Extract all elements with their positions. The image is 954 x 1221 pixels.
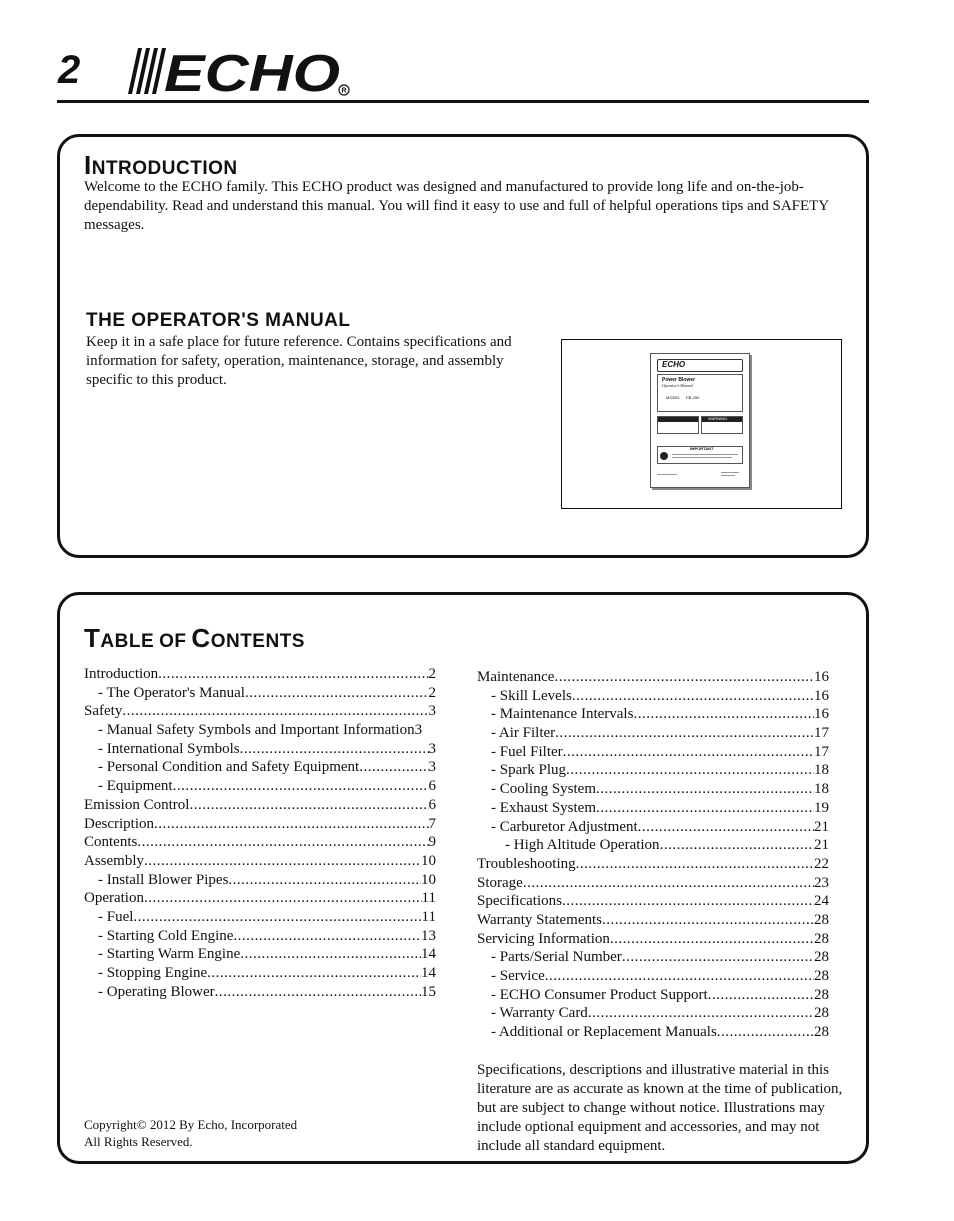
disclaimer-note: Specifications, descriptions and illustrative material in this literature are as accurate as known at the time of publication, but are subject to change without notice. Illustrations may include optional equipment and accessories, and may not include all standard equipment. bbox=[477, 1062, 843, 1154]
toc-entry-label: - Parts/Serial Number bbox=[491, 949, 622, 966]
toc-leader-dots bbox=[144, 853, 421, 870]
introduction-text: Welcome to the ECHO family. This ECHO product was designed and manufactured to provide long life and on-the-job-dependability. Read and understand this manual. You will find it easy to use and full of helpful operations tips and SAFETY messages. bbox=[84, 179, 829, 233]
toc-leader-dots bbox=[207, 965, 421, 982]
toc-entry-page: 13 bbox=[421, 927, 436, 944]
toc-leader-dots bbox=[523, 875, 814, 892]
echo-logo bbox=[120, 44, 352, 96]
toc-leader-dots bbox=[588, 1005, 814, 1022]
toc-entry-label: - Exhaust System bbox=[491, 799, 596, 816]
toc-leader-dots bbox=[359, 759, 428, 776]
toc-entry[interactable] bbox=[84, 946, 436, 965]
toc-entry-page: 7 bbox=[428, 815, 436, 832]
manual-cover-important: IMPORTANT bbox=[690, 446, 714, 451]
toc-entry-page: 22 bbox=[814, 855, 829, 872]
toc-leader-dots bbox=[633, 706, 814, 723]
toc-leader-dots bbox=[545, 968, 814, 985]
toc-entry-label: Warranty Statements bbox=[477, 911, 603, 928]
toc-entry-label: Description bbox=[84, 815, 154, 832]
toc-entry-label: - Starting Cold Engine bbox=[98, 927, 234, 944]
copyright-notice bbox=[84, 1116, 297, 1150]
toc-entry-page: 21 bbox=[814, 837, 829, 854]
echo-logo-text: ECHO bbox=[164, 45, 340, 96]
toc-entry[interactable] bbox=[84, 909, 436, 928]
toc-leader-dots bbox=[563, 744, 814, 761]
toc-leader-dots bbox=[240, 946, 421, 963]
toc-entry-label: Assembly bbox=[84, 852, 144, 869]
toc-entry-label: - Skill Levels bbox=[491, 687, 572, 704]
toc-leader-dots bbox=[173, 778, 429, 795]
toc-entry-label: - Stopping Engine bbox=[98, 965, 208, 981]
toc-entry-label: Operation bbox=[84, 890, 144, 907]
toc-entry-label: - Cooling System bbox=[491, 781, 597, 798]
toc-leader-dots bbox=[566, 762, 814, 779]
toc-entry-label: Contents bbox=[84, 834, 138, 851]
toc-entry[interactable] bbox=[84, 778, 436, 797]
manual-cover-warning: WARNING bbox=[708, 416, 728, 421]
toc-entry[interactable] bbox=[477, 987, 829, 1006]
manual-cover-model-value: PB-250 bbox=[686, 395, 700, 400]
toc-entry[interactable] bbox=[84, 759, 436, 778]
toc-entry-page: 3 bbox=[428, 740, 436, 757]
copyright-line-2: All Rights Reserved. bbox=[84, 1134, 193, 1149]
toc-entry-page: 18 bbox=[814, 762, 829, 779]
toc-entry[interactable] bbox=[477, 968, 829, 987]
toc-left-column bbox=[84, 666, 436, 1002]
toc-entry-page: 17 bbox=[814, 743, 829, 760]
toc-entry[interactable] bbox=[477, 688, 829, 707]
toc-leader-dots bbox=[610, 931, 814, 948]
toc-entry-label: - Starting Warm Engine bbox=[98, 946, 241, 963]
toc-entry-page: 16 bbox=[814, 706, 829, 723]
toc-entry[interactable] bbox=[477, 725, 829, 744]
toc-entry-label: - Carburetor Adjustment bbox=[491, 818, 638, 835]
toc-leader-dots bbox=[555, 725, 814, 742]
toc-entry-page: 16 bbox=[814, 669, 829, 685]
toc-entry[interactable] bbox=[477, 669, 829, 688]
toc-entry-label: Troubleshooting bbox=[477, 855, 576, 872]
toc-entry[interactable] bbox=[84, 685, 436, 704]
toc-entry[interactable] bbox=[84, 872, 436, 891]
toc-entry-page: 3 bbox=[414, 722, 423, 739]
copyright-line-1: Copyright© 2012 By Echo, Incorporated bbox=[84, 1117, 298, 1132]
toc-entry-page: 14 bbox=[421, 946, 436, 963]
toc-entry[interactable] bbox=[84, 816, 436, 835]
toc-entry-label: Servicing Information bbox=[477, 930, 610, 947]
toc-leader-dots bbox=[133, 909, 421, 926]
toc-entry-page: 14 bbox=[421, 965, 436, 981]
toc-entry[interactable] bbox=[477, 1005, 829, 1024]
toc-entry[interactable] bbox=[84, 984, 436, 1003]
toc-entry[interactable] bbox=[84, 797, 436, 816]
toc-entry-page: 28 bbox=[814, 949, 829, 966]
introduction-heading: INTRODUCTION bbox=[84, 150, 238, 180]
manual-cover-subtitle: Operator's Manual bbox=[662, 383, 693, 388]
toc-entry[interactable] bbox=[84, 928, 436, 947]
toc-entry[interactable] bbox=[84, 853, 436, 872]
toc-leader-dots bbox=[562, 893, 814, 910]
toc-leader-dots bbox=[708, 987, 814, 1004]
svg-text:R: R bbox=[341, 87, 347, 95]
toc-entry[interactable] bbox=[477, 819, 829, 838]
toc-entry-page: 11 bbox=[421, 890, 436, 907]
toc-entry[interactable] bbox=[477, 931, 829, 950]
toc-entry-label: Maintenance bbox=[477, 669, 555, 685]
header-rule bbox=[57, 100, 869, 103]
toc-leader-dots bbox=[122, 703, 428, 720]
toc-leader-dots bbox=[137, 834, 428, 851]
toc-leader-dots bbox=[638, 819, 814, 836]
toc-entry-label: Safety bbox=[84, 703, 123, 720]
toc-entry-page: 19 bbox=[814, 799, 829, 816]
toc-entry-page: 28 bbox=[814, 986, 829, 1003]
toc-entry-page: 16 bbox=[814, 687, 829, 704]
toc-entry[interactable] bbox=[477, 800, 829, 819]
toc-entry-page: 6 bbox=[428, 796, 436, 813]
toc-entry-label: - Install Blower Pipes bbox=[98, 871, 229, 888]
toc-entry-label: Emission Control bbox=[84, 796, 190, 813]
toc-entry[interactable] bbox=[477, 781, 829, 800]
toc-entry[interactable] bbox=[477, 893, 829, 912]
toc-entry-page: 3 bbox=[428, 703, 436, 720]
toc-entry[interactable] bbox=[84, 666, 436, 685]
toc-entry[interactable] bbox=[477, 744, 829, 763]
toc-entry-label: - Personal Condition and Safety Equipment bbox=[98, 759, 360, 776]
toc-entry-page: 6 bbox=[428, 778, 436, 795]
toc-entry-page: 10 bbox=[421, 871, 436, 888]
toc-leader-dots bbox=[245, 685, 429, 702]
toc-leader-dots bbox=[154, 816, 429, 833]
toc-entry-label: - Service bbox=[491, 968, 545, 984]
toc-entry[interactable] bbox=[84, 834, 436, 853]
toc-entry[interactable] bbox=[477, 1024, 829, 1043]
toc-entry-page: 9 bbox=[428, 834, 436, 851]
toc-entry-label: - Fuel Filter bbox=[491, 743, 563, 760]
toc-entry-page: 17 bbox=[814, 725, 829, 742]
toc-leader-dots bbox=[189, 797, 428, 814]
manual-cover-product: Power Blower bbox=[662, 377, 696, 383]
toc-leader-dots bbox=[576, 856, 814, 873]
toc-entry-page: 3 bbox=[428, 759, 436, 776]
toc-entry-page: 21 bbox=[814, 818, 829, 835]
toc-entry-label: Introduction bbox=[84, 666, 159, 682]
toc-leader-dots bbox=[622, 949, 814, 966]
toc-leader-dots bbox=[240, 741, 429, 758]
toc-entry-label: - Spark Plug bbox=[491, 762, 566, 779]
toc-entry-page: 24 bbox=[814, 893, 829, 910]
toc-leader-dots bbox=[572, 688, 814, 705]
toc-entry-page: 18 bbox=[814, 781, 829, 798]
toc-entry-page: 28 bbox=[814, 911, 829, 928]
toc-entry[interactable] bbox=[84, 703, 436, 722]
toc-entry[interactable] bbox=[477, 837, 829, 856]
toc-entry-label: - Fuel bbox=[98, 908, 134, 925]
toc-entry[interactable] bbox=[84, 741, 436, 760]
toc-entry-label: - The Operator's Manual bbox=[98, 684, 245, 701]
toc-entry-page: 28 bbox=[814, 1005, 829, 1022]
toc-entry-label: - Maintenance Intervals bbox=[491, 706, 634, 723]
toc-entry[interactable] bbox=[84, 722, 436, 741]
toc-right-column bbox=[477, 669, 829, 1043]
page-number: 2 bbox=[58, 48, 81, 92]
toc-entry-page: 11 bbox=[421, 908, 436, 925]
toc-leader-dots bbox=[158, 666, 428, 683]
toc-entry-page: 2 bbox=[428, 666, 436, 682]
toc-entry-label: - Equipment bbox=[98, 778, 173, 795]
toc-leader-dots bbox=[228, 872, 421, 889]
toc-entry-page: 28 bbox=[814, 1024, 829, 1041]
table-of-contents-heading: TABLE OF CONTENTS bbox=[84, 623, 305, 653]
toc-leader-dots bbox=[717, 1024, 814, 1041]
toc-leader-dots bbox=[144, 890, 422, 907]
toc-entry[interactable] bbox=[84, 890, 436, 909]
toc-leader-dots bbox=[554, 669, 814, 686]
toc-leader-dots bbox=[660, 837, 814, 854]
toc-entry-label: - Operating Blower bbox=[98, 983, 215, 1000]
toc-entry-label: - Additional or Replacement Manuals bbox=[491, 1024, 717, 1041]
toc-entry[interactable] bbox=[477, 949, 829, 968]
toc-leader-dots bbox=[233, 928, 421, 945]
toc-leader-dots bbox=[602, 912, 814, 929]
toc-entry[interactable] bbox=[477, 856, 829, 875]
toc-leader-dots bbox=[596, 781, 814, 798]
operators-manual-text: Keep it in a safe place for future reference. Contains specifications and information for safety, operation, maintenance, storage, and assembly specific to this product. bbox=[86, 334, 512, 388]
toc-entry-label: - Air Filter bbox=[491, 725, 556, 742]
toc-entry-label: - Warranty Card bbox=[491, 1005, 588, 1022]
manual-cover-model-label: MODEL bbox=[666, 395, 681, 400]
toc-entry-label: - ECHO Consumer Product Support bbox=[491, 986, 708, 1003]
toc-leader-dots bbox=[215, 984, 421, 1001]
toc-entry[interactable] bbox=[477, 762, 829, 781]
operators-manual-heading: THE OPERATOR'S MANUAL bbox=[86, 310, 351, 331]
toc-entry-label: - Manual Safety Symbols and Important Information bbox=[98, 722, 415, 739]
toc-entry-page: 2 bbox=[428, 684, 436, 701]
toc-entry-page: 28 bbox=[814, 930, 829, 947]
toc-entry-page: 10 bbox=[421, 852, 436, 869]
toc-entry-page: 15 bbox=[421, 983, 436, 1000]
manual-cover-brand: ECHO bbox=[662, 360, 686, 369]
toc-entry[interactable] bbox=[477, 706, 829, 725]
toc-entry-label: - International Symbols bbox=[98, 740, 240, 757]
toc-entry-label: Storage bbox=[477, 874, 523, 891]
toc-entry-page: 28 bbox=[814, 968, 829, 984]
toc-entry[interactable] bbox=[84, 965, 436, 984]
toc-entry[interactable] bbox=[477, 912, 829, 931]
toc-leader-dots bbox=[596, 800, 814, 817]
toc-entry-label: Specifications bbox=[477, 893, 562, 910]
manual-cover-illustration bbox=[650, 353, 750, 488]
toc-entry-label: - High Altitude Operation bbox=[505, 837, 660, 854]
manual-illustration-frame bbox=[561, 339, 842, 509]
toc-entry-page: 23 bbox=[814, 874, 829, 891]
toc-entry[interactable] bbox=[477, 875, 829, 894]
